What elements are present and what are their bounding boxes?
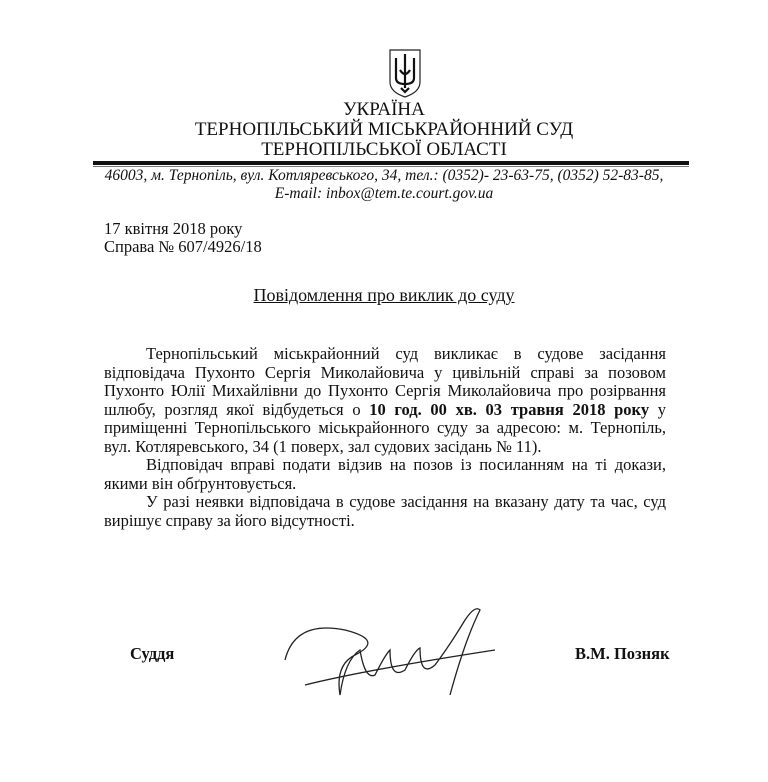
paragraph-summons [104,345,666,456]
handwritten-signature [275,600,505,705]
header-divider [93,161,689,165]
document-body [104,345,666,530]
judge-label: Суддя [130,644,175,663]
summons-text: Тернопільський міськрайонний суд викликає в судове засідання відповідача Пухонто Сергія Миколайовича у цивільній справі за позовом Пухонто Юлії Михайлівни до Пухонто Сергія Миколайовича про розірвання шлюбу, розгляд якої відбудеться о [104,344,666,419]
case-number: Справа № 607/4926/18 [104,237,262,256]
court-heading: ТЕРНОПІЛЬСЬКИЙ МІСЬКРАЙОННИЙ СУД [194,119,574,140]
coat-of-arms-icon [388,48,422,98]
country-heading: УКРАЇНА [343,99,425,120]
region-heading: ТЕРНОПІЛЬСЬКОЇ ОБЛАСТІ [261,139,507,160]
document-title: Повідомлення про виклик до суду [253,285,515,305]
summons-location: у приміщенні Тернопільського міськрайонного суду за адресою: м. Тернопіль, вул. Котляревського, 34 (1 поверх, зал судових засідань № 11). [104,399,667,456]
document-date: 17 квітня 2018 року [104,219,243,238]
hearing-datetime: 10 год. 00 хв. 03 травня 2018 року [369,399,650,419]
judge-name: В.М. Позняк [575,644,670,663]
paragraph-response: Відповідач вправі подати відзив на позов із посиланням на ті докази, якими він обґрунтовується. [104,455,666,493]
court-address: 46003, м. Тернопіль, вул. Котляревського, 34, тел.: (0352)- 23-63-75, (0352) 52-83-85, [104,167,664,184]
paragraph-absence: У разі неявки відповідача в судове засідання на вказану дату та час, суд вирішує справу за його відсутності. [104,492,666,530]
court-email: E-mail: inbox@tem.te.court.gov.ua [274,185,494,202]
